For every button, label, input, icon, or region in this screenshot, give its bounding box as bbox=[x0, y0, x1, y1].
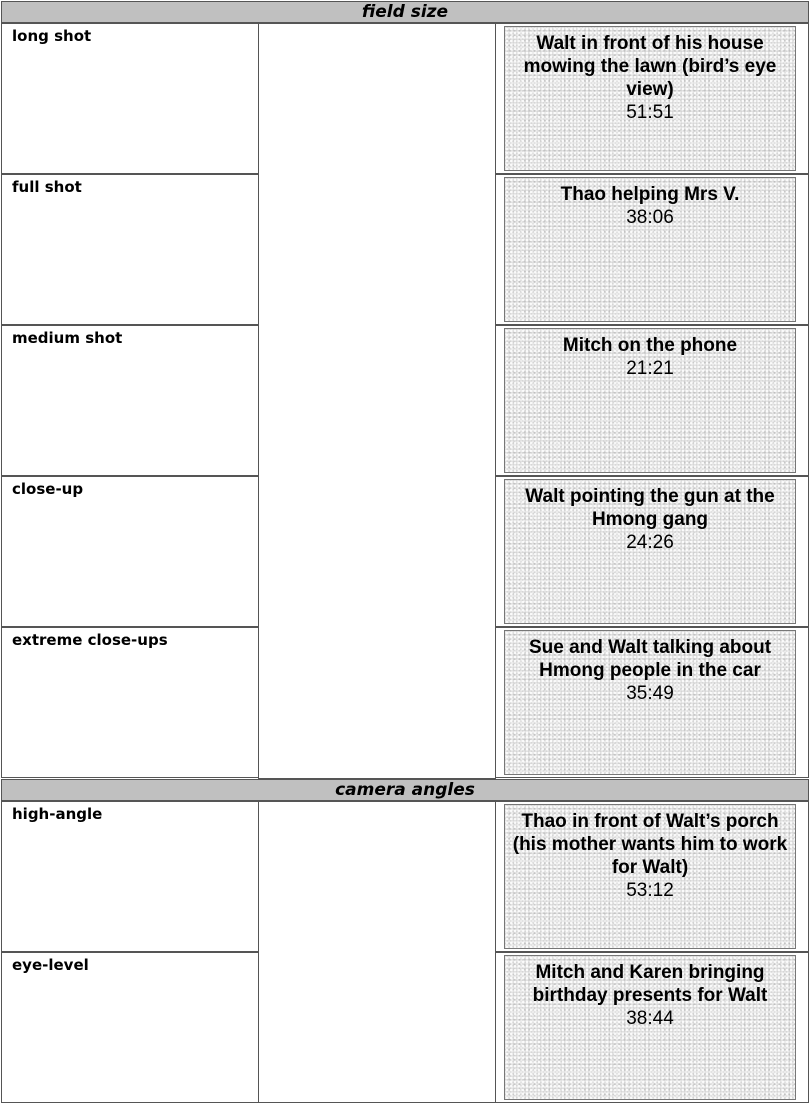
row-label: long shot bbox=[1, 23, 259, 174]
example-box bbox=[504, 328, 796, 473]
example-description: Mitch on the phone bbox=[562, 335, 738, 356]
example-box bbox=[504, 479, 796, 624]
table-row-close-up bbox=[1, 476, 809, 627]
example-description: Thao in front of Walt’s porch (his mother wants him to work for Walt) bbox=[512, 811, 788, 878]
example-cell bbox=[495, 476, 809, 627]
example-timestamp: 51:51 bbox=[626, 102, 674, 123]
table-row-high-angle bbox=[1, 801, 809, 952]
row-label: close-up bbox=[1, 476, 259, 627]
example-description: Thao helping Mrs V. bbox=[560, 184, 740, 205]
row-label: eye-level bbox=[1, 952, 259, 1103]
example-timestamp: 38:44 bbox=[626, 1008, 674, 1029]
row-label: medium shot bbox=[1, 325, 259, 476]
section-header-camera-angles: camera angles bbox=[1, 779, 809, 801]
example-description: Mitch and Karen bringing birthday presents for Walt bbox=[532, 962, 768, 1006]
example-description: Walt pointing the gun at the Hmong gang bbox=[525, 486, 775, 530]
example-timestamp: 24:26 bbox=[626, 532, 674, 553]
table-row-eye-level bbox=[1, 952, 809, 1103]
example-box bbox=[504, 804, 796, 949]
example-timestamp: 21:21 bbox=[626, 358, 674, 379]
example-box bbox=[504, 630, 796, 775]
example-timestamp: 38:06 bbox=[626, 207, 674, 228]
table-row-full-shot bbox=[1, 174, 809, 325]
example-box bbox=[504, 177, 796, 322]
worksheet-table bbox=[1, 1, 810, 1105]
example-cell bbox=[495, 952, 809, 1103]
example-timestamp: 53:12 bbox=[626, 880, 674, 901]
example-cell bbox=[495, 627, 809, 778]
example-cell bbox=[495, 23, 809, 174]
example-cell bbox=[495, 801, 809, 952]
example-timestamp: 35:49 bbox=[626, 683, 674, 704]
example-description: Sue and Walt talking about Hmong people in the car bbox=[528, 637, 772, 681]
example-box bbox=[504, 26, 796, 171]
table-row-long-shot bbox=[1, 23, 809, 174]
example-cell bbox=[495, 325, 809, 476]
section-header-field-size: field size bbox=[1, 1, 809, 23]
table-row-extreme-close-ups bbox=[1, 627, 809, 778]
example-description: Walt in front of his house mowing the lawn (bird’s eye view) bbox=[523, 33, 777, 100]
example-cell bbox=[495, 174, 809, 325]
row-label: high-angle bbox=[1, 801, 259, 952]
example-box bbox=[504, 955, 796, 1100]
row-label: extreme close-ups bbox=[1, 627, 259, 778]
table-row-medium-shot bbox=[1, 325, 809, 476]
row-label: full shot bbox=[1, 174, 259, 325]
